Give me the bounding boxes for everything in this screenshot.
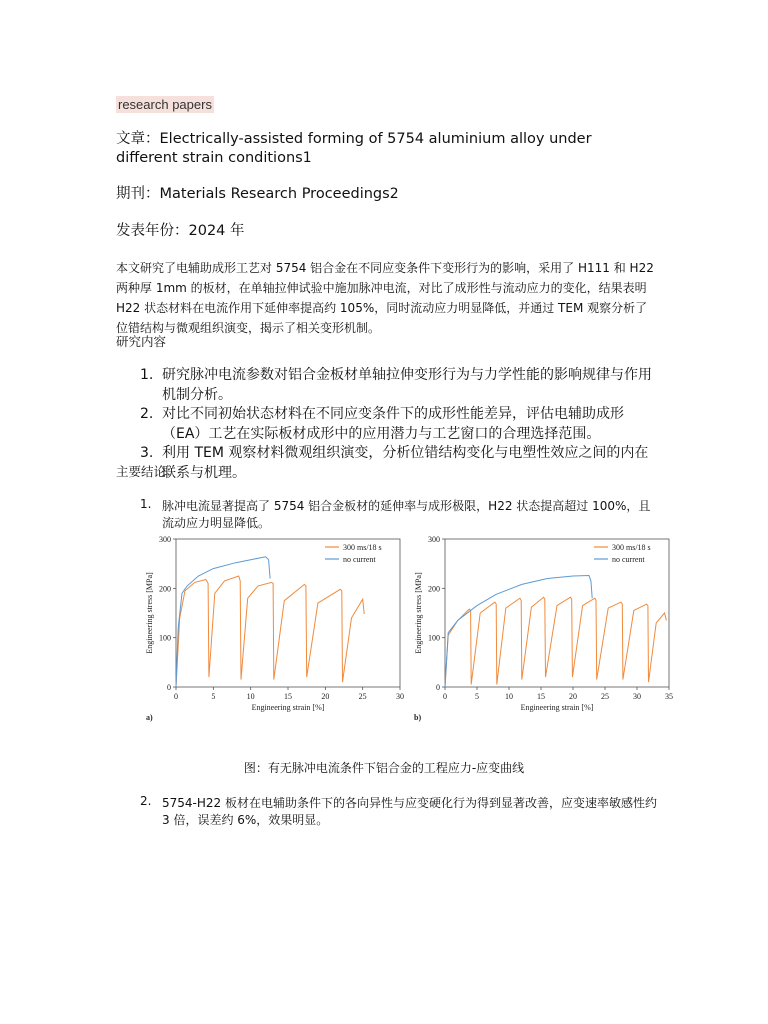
series-line bbox=[445, 597, 666, 687]
conclusion-item-1 bbox=[140, 497, 660, 531]
legend-entry: 300 ms/18 s bbox=[343, 543, 382, 552]
x-tick-label: 15 bbox=[284, 692, 292, 701]
list-number: 3. bbox=[140, 445, 154, 461]
section-heading-content: 研究内容 bbox=[116, 334, 167, 349]
list-text: 脉冲电流显著提高了 5754 铝合金板材的延伸率与成形极限，H22 状态提高超过 100%，且流动应力明显降低。 bbox=[162, 499, 651, 530]
x-tick-label: 10 bbox=[505, 692, 513, 701]
y-tick-label: 0 bbox=[167, 683, 171, 692]
category-tag: research papers bbox=[118, 97, 212, 112]
journal-footnote-marker: 2 bbox=[389, 186, 399, 202]
y-tick-label: 300 bbox=[159, 535, 171, 544]
series-line bbox=[445, 576, 592, 688]
list-text: 5754-H22 板材在电辅助条件下的各向异性与应变硬化行为得到显著改善，应变速率敏感性约 3 倍，误差约 6%，效果明显。 bbox=[162, 796, 657, 827]
y-tick-label: 200 bbox=[159, 584, 171, 594]
list-item bbox=[140, 405, 660, 444]
title-prefix: 文章： bbox=[116, 131, 160, 147]
x-tick-label: 15 bbox=[537, 692, 545, 701]
series-line bbox=[176, 576, 364, 687]
journal-name: Materials Research Proceedings bbox=[159, 186, 390, 202]
publication-year: 发表年份：2024 年 bbox=[116, 223, 245, 239]
y-axis-label: Engineering stress [MPa] bbox=[414, 572, 423, 654]
x-axis-label: Engineering strain [%] bbox=[520, 703, 594, 712]
chart-panel bbox=[145, 535, 404, 722]
list-text: 利用 TEM 观察材料微观组织演变，分析位错结构变化与电塑性效应之间的内在联系与机理。 bbox=[162, 445, 649, 481]
title-text: Electrically-assisted forming of 5754 aluminium alloy under different strain conditions bbox=[116, 131, 592, 166]
x-tick-label: 0 bbox=[174, 692, 178, 701]
panel-label: b) bbox=[414, 713, 422, 722]
x-tick-label: 25 bbox=[601, 692, 609, 701]
list-item bbox=[140, 366, 660, 405]
y-tick-label: 100 bbox=[159, 633, 171, 643]
y-tick-label: 100 bbox=[428, 633, 440, 643]
x-axis-label: Engineering strain [%] bbox=[251, 703, 325, 712]
chart-panel bbox=[414, 535, 673, 722]
y-tick-label: 300 bbox=[428, 535, 440, 544]
list-item bbox=[140, 794, 660, 828]
list-item bbox=[140, 497, 660, 531]
conclusion-item-2 bbox=[140, 794, 660, 828]
x-tick-label: 25 bbox=[358, 692, 367, 701]
list-item bbox=[140, 444, 660, 483]
list-number: 1. bbox=[140, 497, 152, 511]
stress-strain-charts bbox=[140, 528, 680, 728]
x-tick-label: 0 bbox=[443, 692, 447, 701]
section-heading-conclusions: 主要结论： bbox=[116, 464, 179, 479]
y-axis-label: Engineering stress [MPa] bbox=[145, 572, 154, 654]
title-footnote-marker: 1 bbox=[302, 150, 312, 166]
list-number: 2. bbox=[140, 406, 154, 422]
list-number: 2. bbox=[140, 794, 152, 808]
legend-entry: no current bbox=[343, 555, 376, 564]
article-title bbox=[116, 130, 636, 168]
list-text: 研究脉冲电流参数对铝合金板材单轴拉伸变形行为与力学性能的影响规律与作用机制分析。 bbox=[162, 367, 652, 403]
legend-entry: 300 ms/18 s bbox=[612, 543, 651, 552]
panel-label: a) bbox=[146, 713, 153, 722]
list-text: 对比不同初始状态材料在不同应变条件下的成形性能差异，评估电辅助成形（EA）工艺在实际板材成形中的应用潜力与工艺窗口的合理选择范围。 bbox=[162, 406, 624, 442]
stress-strain-figure bbox=[140, 528, 680, 728]
journal-prefix: 期刊： bbox=[116, 186, 160, 202]
series-line bbox=[176, 557, 270, 687]
x-tick-label: 10 bbox=[246, 692, 255, 701]
journal-line bbox=[116, 185, 399, 204]
legend-entry: no current bbox=[612, 555, 645, 564]
x-tick-label: 5 bbox=[211, 692, 216, 701]
x-tick-label: 20 bbox=[321, 692, 330, 701]
abstract-paragraph: 本文研究了电辅助成形工艺对 5754 铝合金在不同应变条件下变形行为的影响，采用了 H111 和 H22 两种厚 1mm 的板材，在单轴拉伸试验中施加脉冲电流，对比了成形性与流动应力的变化，结果表明 H22 状态材料在电流作用下延伸率提高约 105%，同时流动应力明显降低，并通过 TEM 观察分析了位错结构与微观组织演变，揭示了相关变形机制。 bbox=[116, 261, 654, 335]
x-tick-label: 35 bbox=[665, 692, 673, 701]
list-number: 1. bbox=[140, 367, 154, 383]
y-tick-label: 0 bbox=[436, 683, 440, 692]
research-content-list bbox=[140, 366, 660, 483]
x-tick-label: 30 bbox=[633, 692, 641, 701]
x-tick-label: 20 bbox=[569, 692, 577, 701]
figure-caption: 图：有无脉冲电流条件下铝合金的工程应力-应变曲线 bbox=[243, 761, 525, 775]
x-tick-label: 30 bbox=[396, 692, 404, 701]
y-tick-label: 200 bbox=[428, 584, 440, 594]
x-tick-label: 5 bbox=[475, 692, 479, 701]
